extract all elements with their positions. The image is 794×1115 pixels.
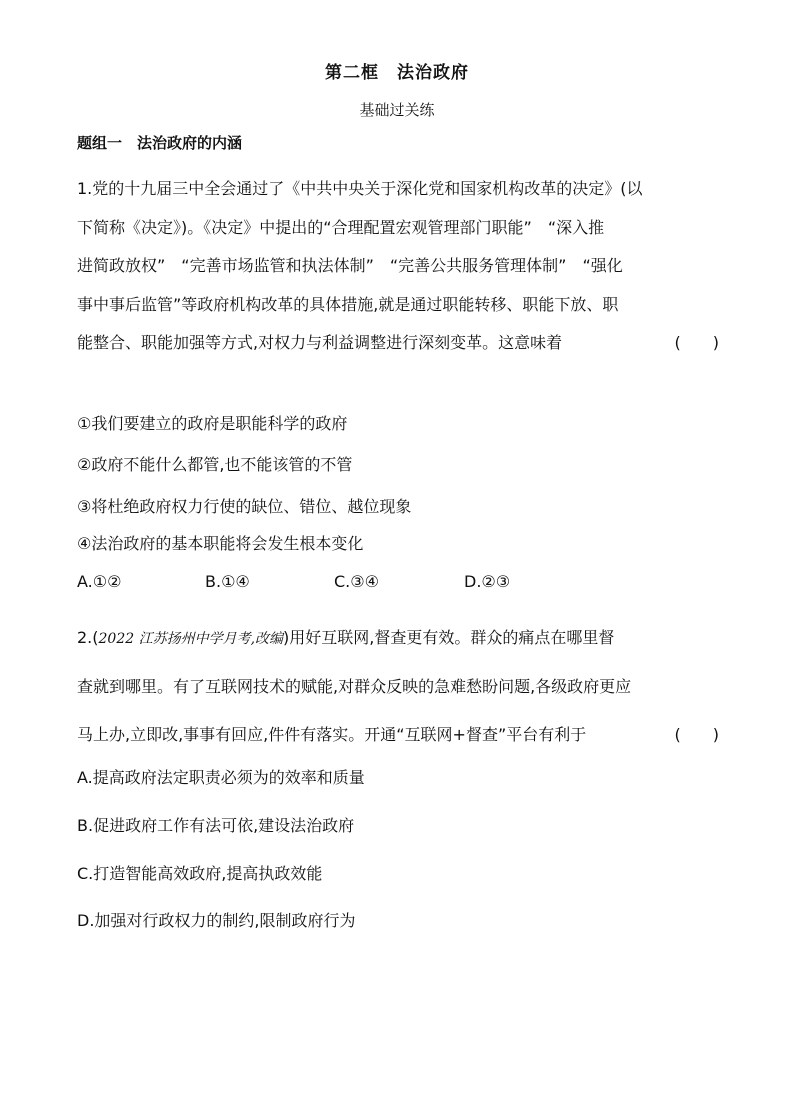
- question-2-number: 2.(: [77, 628, 99, 647]
- statement-item: ①我们要建立的政府是职能科学的政府: [77, 414, 348, 433]
- question-1-line: 下简称《决定》)。《决定》中提出的“合理配置宏观管理部门职能” “深入推: [77, 217, 605, 237]
- option-b: B.促进政府工作有法可依,建设法治政府: [77, 816, 355, 835]
- question-1-last-line: [77, 324, 719, 363]
- question-2-last-line: [77, 711, 719, 759]
- choice-a: A.①②: [77, 572, 122, 591]
- choice-c: C.③④: [334, 572, 379, 591]
- choice-b: B.①④: [205, 572, 250, 591]
- option-d: D.加强对行政权力的制约,限制政府行为: [77, 911, 356, 930]
- question-2-line-text: )用好互联网,督查更有效。群众的痛点在哪里督: [283, 628, 615, 647]
- question-group-heading: 题组一 法治政府的内涵: [77, 134, 243, 152]
- option-a: A.提高政府法定职责必须为的效率和质量: [77, 768, 365, 787]
- choice-d: D.②③: [464, 572, 511, 591]
- question-1-line: 能整合、职能加强等方式,对权力与利益调整进行深刻变革。这意味着: [77, 333, 563, 352]
- answer-blank: ( ): [674, 333, 719, 352]
- question-2-line: 马上办,立即改,事事有回应,件件有落实。开通“互联网+督查”平台有利于: [77, 725, 587, 744]
- question-1-line: 进简政放权” “完善市场监管和执法体制” “完善公共服务管理体制” “强化: [77, 256, 623, 275]
- question-2-first-line: [77, 614, 719, 663]
- statement-item: ②政府不能什么都管,也不能该管的不管: [77, 455, 353, 474]
- question-2: [77, 614, 719, 759]
- answer-blank: ( ): [674, 725, 719, 744]
- question-1-line: 事中事后监管”等政府机构改革的具体措施,就是通过职能转移、职能下放、职: [77, 294, 619, 314]
- question-2-source: 2022 江苏扬州中学月考,改编: [98, 631, 284, 647]
- section-subtitle: 基础过关练: [359, 101, 435, 119]
- question-1: [77, 170, 719, 363]
- statement-item: ④法治政府的基本职能将会发生根本变化: [77, 534, 364, 553]
- option-c: C.打造智能高效政府,提高执政效能: [77, 864, 323, 883]
- page-title: 第二框 法治政府: [325, 63, 469, 83]
- question-1-line: 1.党的十九届三中全会通过了《中共中央关于深化党和国家机构改革的决定》(以: [77, 179, 643, 198]
- question-2-line: 查就到哪里。有了互联网技术的赋能,对群众反映的急难愁盼问题,各级政府更应: [77, 677, 632, 696]
- statement-item: ③将杜绝政府权力行使的缺位、错位、越位现象: [77, 497, 412, 516]
